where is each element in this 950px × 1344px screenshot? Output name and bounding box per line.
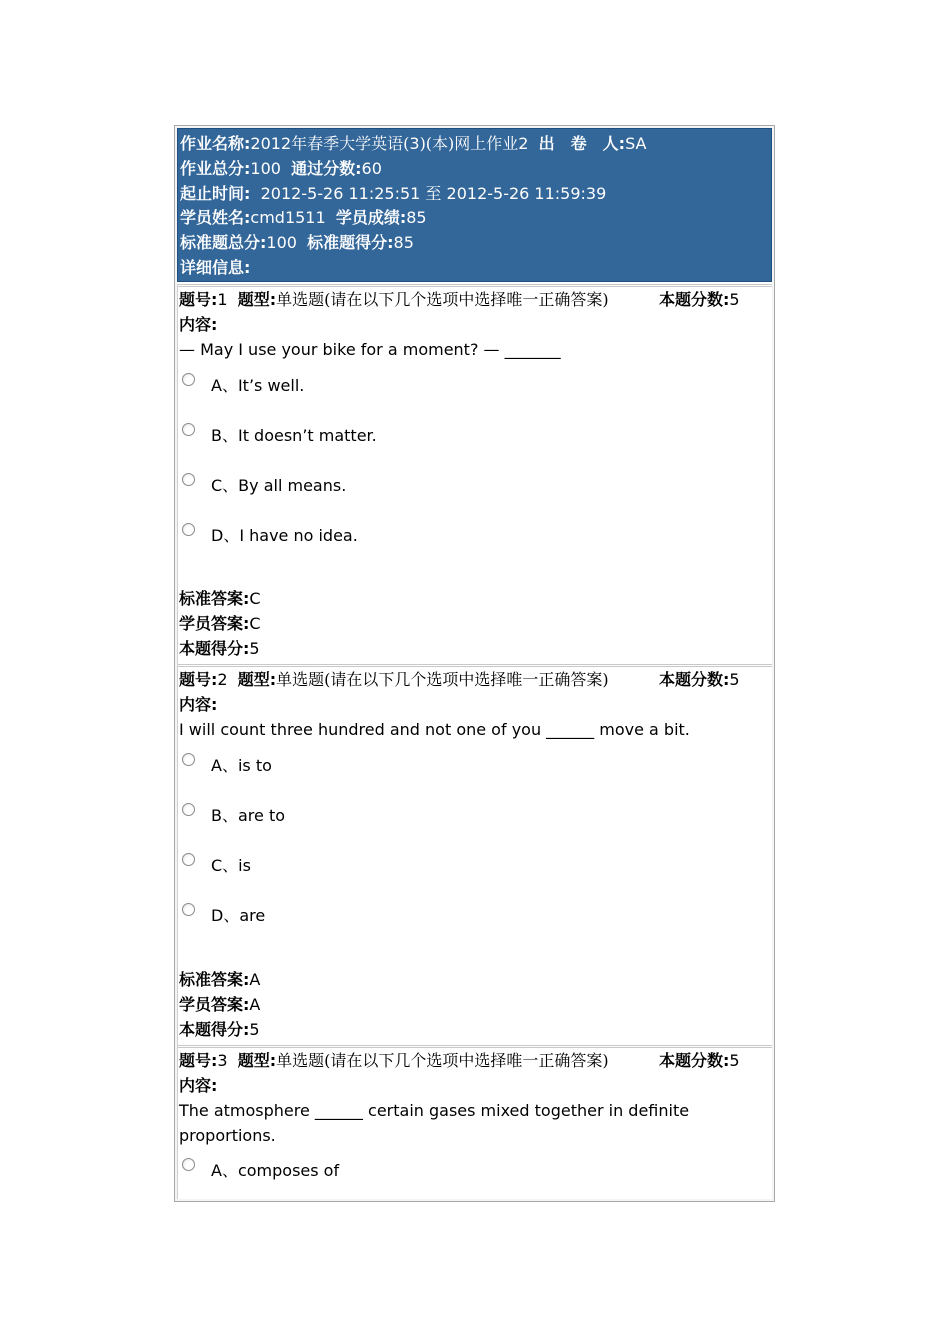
std-answer-row — [179, 967, 769, 992]
content-label-row — [179, 1073, 769, 1098]
option-label: C、By all means. — [211, 476, 347, 495]
option-label: C、is — [211, 856, 251, 875]
content-label: 内容: — [179, 315, 218, 334]
student-label: 学员姓名: — [180, 208, 251, 228]
question-1 — [177, 284, 772, 661]
points — [659, 667, 740, 692]
points-value: 5 — [729, 290, 740, 309]
content-label-row — [179, 692, 769, 717]
qtype-label: 题型: — [237, 670, 277, 689]
stu-answer-label: 学员答案: — [179, 614, 250, 633]
student-value: cmd1511 — [250, 208, 326, 228]
option-c[interactable] — [179, 851, 769, 901]
assignment-frame — [174, 125, 775, 1202]
content-label: 内容: — [179, 695, 218, 714]
question-content: I will count three hundred and not one of you ______ move a bit. — [179, 720, 690, 739]
question-header — [179, 287, 769, 312]
got-row — [179, 636, 769, 661]
grade-value: 85 — [406, 208, 427, 228]
radio-button[interactable] — [182, 853, 195, 866]
assignment-header — [177, 128, 772, 282]
stu-answer-value: A — [249, 995, 261, 1014]
got-value: 5 — [249, 639, 260, 658]
total-label: 作业总分: — [180, 158, 251, 178]
std-total-label: 标准题总分: — [180, 233, 267, 253]
option-b[interactable] — [179, 421, 769, 471]
option-label: A、is to — [211, 756, 272, 775]
std-answer-row — [179, 586, 769, 611]
points-value: 5 — [729, 1051, 740, 1070]
radio-button[interactable] — [182, 523, 195, 536]
name-value-year: 2012 — [250, 134, 292, 153]
assignment-inner — [177, 128, 772, 1199]
points-label: 本题分数: — [659, 290, 730, 309]
time-start: 2012-5-26 11:25:51 — [260, 183, 421, 203]
qtype-value: 单选题(请在以下几个选项中选择唯一正确答案) — [276, 290, 609, 309]
option-label: A、composes of — [211, 1161, 340, 1180]
option-c[interactable] — [179, 471, 769, 521]
qtype-label: 题型: — [237, 1051, 277, 1070]
name-label: 作业名称: — [180, 134, 251, 153]
question-content: The atmosphere ______ certain gases mixed together in definite proportions. — [179, 1101, 690, 1145]
points-label: 本题分数: — [659, 670, 730, 689]
stu-answer-label: 学员答案: — [179, 995, 250, 1014]
option-a[interactable] — [179, 1156, 769, 1199]
option-a[interactable] — [179, 751, 769, 801]
name-value-part3: 3 — [409, 134, 420, 153]
qnum-label: 题号: — [179, 1051, 218, 1070]
time-end: 2012-5-26 11:59:39 — [446, 183, 607, 203]
radio-button[interactable] — [182, 473, 195, 486]
points — [659, 287, 740, 312]
grade-label: 学员成绩: — [335, 208, 407, 228]
header-score-line — [180, 157, 771, 182]
qnum-value: 2 — [217, 670, 228, 689]
option-label: B、are to — [211, 806, 286, 825]
header-std-line — [180, 231, 771, 256]
option-label: B、It doesn’t matter. — [211, 426, 377, 445]
stu-answer-row — [179, 611, 769, 636]
header-student-line — [180, 206, 771, 231]
author-label: 出 卷 人: — [538, 134, 626, 153]
std-answer-value: C — [249, 589, 261, 608]
radio-button[interactable] — [182, 373, 195, 386]
pass-label: 通过分数: — [291, 158, 362, 178]
option-d[interactable] — [179, 521, 769, 571]
header-name-line — [180, 132, 771, 157]
question-content: — May I use your bike for a moment? — _______ — [179, 340, 561, 359]
header-time-line — [180, 182, 771, 207]
radio-button[interactable] — [182, 423, 195, 436]
got-value: 5 — [249, 1020, 260, 1039]
qnum-label: 题号: — [179, 670, 218, 689]
question-3 — [177, 1045, 772, 1199]
option-label: D、are — [211, 906, 266, 925]
detail-label: 详细信息: — [180, 257, 251, 277]
total-value: 100 — [250, 158, 281, 178]
std-answer-value: A — [249, 970, 261, 989]
qtype-value: 单选题(请在以下几个选项中选择唯一正确答案) — [276, 1051, 609, 1070]
content-label: 内容: — [179, 1076, 218, 1095]
question-header — [179, 667, 769, 692]
name-value-part5: 2 — [518, 134, 529, 153]
radio-button[interactable] — [182, 753, 195, 766]
qtype-value: 单选题(请在以下几个选项中选择唯一正确答案) — [276, 670, 609, 689]
got-row — [179, 1017, 769, 1042]
left-divider-line — [177, 284, 178, 1199]
points-value: 5 — [729, 670, 740, 689]
time-label: 起止时间: — [180, 183, 251, 203]
qnum-value: 1 — [217, 290, 228, 309]
option-d[interactable] — [179, 901, 769, 951]
question-header — [179, 1048, 769, 1073]
content-label-row — [179, 312, 769, 337]
got-label: 本题得分: — [179, 1020, 250, 1039]
option-a[interactable] — [179, 371, 769, 421]
points — [659, 1048, 740, 1073]
name-value-part2: 年春季大学英语( — [291, 134, 410, 153]
std-answer-label: 标准答案: — [179, 589, 250, 608]
name-value-part4: )(本)网上作业 — [419, 134, 519, 153]
option-label: A、It’s well. — [211, 376, 305, 395]
std-total-value: 100 — [266, 233, 297, 253]
got-label: 本题得分: — [179, 639, 250, 658]
pass-value: 60 — [361, 158, 382, 178]
radio-button[interactable] — [182, 903, 195, 916]
stu-answer-row — [179, 992, 769, 1017]
std-score-value: 85 — [393, 233, 414, 253]
author-value: SA — [625, 134, 647, 153]
std-score-label: 标准题得分: — [307, 233, 394, 253]
question-2 — [177, 664, 772, 1042]
radio-button[interactable] — [182, 803, 195, 816]
stu-answer-value: C — [249, 614, 261, 633]
radio-button[interactable] — [182, 1158, 195, 1171]
qtype-label: 题型: — [237, 290, 277, 309]
header-detail-line — [180, 256, 771, 281]
qnum-value: 3 — [217, 1051, 228, 1070]
time-to: 至 — [425, 183, 442, 203]
option-b[interactable] — [179, 801, 769, 851]
option-label: D、I have no idea. — [211, 526, 358, 545]
points-label: 本题分数: — [659, 1051, 730, 1070]
std-answer-label: 标准答案: — [179, 970, 250, 989]
qnum-label: 题号: — [179, 290, 218, 309]
